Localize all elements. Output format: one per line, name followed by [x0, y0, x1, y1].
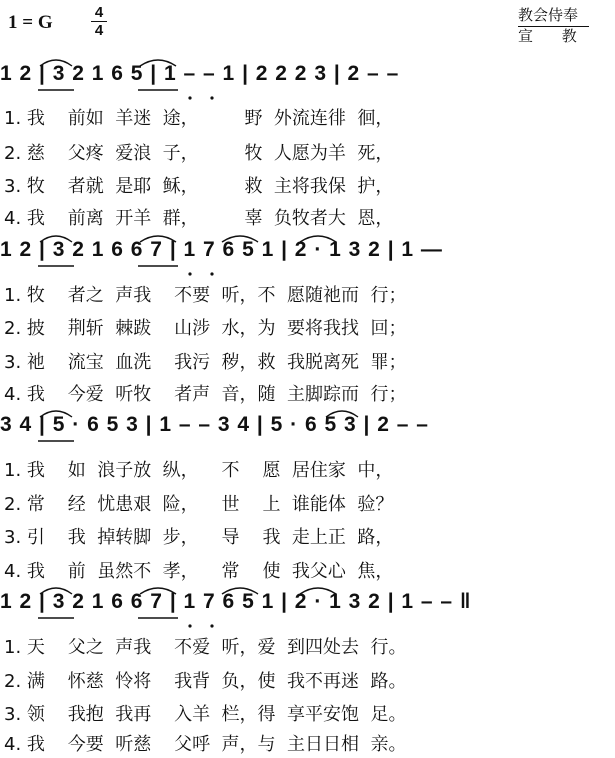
notation-line-2: 1 2 | 3 2 1 6 6 7 | 1 7 6 5 1 | 2 · 1 3 2 | 1 —	[0, 238, 443, 261]
octave-dot	[210, 624, 213, 627]
slur	[222, 588, 258, 594]
lyric-line-3-2: 2. 常 经 忧患艰 险， 世 上 谁能体 验？	[4, 494, 394, 515]
key-signature: 1 = G	[8, 12, 53, 33]
octave-dot	[188, 272, 191, 275]
underline-group	[38, 90, 178, 618]
slur	[40, 236, 72, 242]
notation-line-1: 1 2 | 3 2 1 6 5 | 1 – – 1 | 2 2 2 3 | 2 – –	[0, 62, 400, 85]
slur	[222, 236, 258, 242]
lyric-line-2-2: 2. 披 荆斩 棘跋 山涉 水，为 要将我找 回；	[4, 318, 407, 339]
lyric-line-4-1: 1. 天 父之 声我 不爱 听，爱 到四处去 行。	[4, 637, 407, 658]
slur	[40, 588, 72, 594]
slur-group	[40, 60, 358, 594]
lyric-line-3-1: 1. 我 如 浪子放 纵， 不 愿 居住家 中，	[4, 460, 394, 481]
lyric-line-4-3: 3. 领 我抱 我再 入羊 栏，得 享平安饱 足。	[4, 704, 407, 725]
lyric-line-2-4: 4. 我 今爱 听牧 者声 音，随 主脚踪而 行；	[4, 384, 407, 405]
slur	[140, 236, 176, 242]
slur	[40, 411, 72, 417]
time-signature-bottom: 4	[91, 21, 107, 39]
lyric-line-4-4: 4. 我 今要 听慈 父呼 声，与 主日日相 亲。	[4, 734, 407, 755]
credit-line-2: 宣 教	[518, 27, 589, 45]
lyric-line-1-4: 4. 我 前离 开羊 群， 辜 负牧者大 恩，	[4, 208, 394, 229]
lyric-line-3-4: 4. 我 前 虽然不 孝， 常 使 我父心 焦，	[4, 561, 394, 582]
octave-dot	[210, 272, 213, 275]
notation-line-4: 1 2 | 3 2 1 6 6 7 | 1 7 6 5 1 | 2 · 1 3 2 | 1 – – ‖	[0, 590, 472, 613]
lyric-line-2-3: 3. 祂 流宝 血洗 我污 秽，救 我脱离死 罪；	[4, 352, 407, 373]
octave-dot-group	[188, 96, 213, 627]
slur	[40, 60, 72, 66]
slur	[326, 411, 358, 417]
lyric-line-1-1: 1. 我 前如 羊迷 途， 野 外流连徘 徊，	[4, 108, 394, 129]
lyric-line-2-1: 1. 牧 者之 声我 不要 听，不 愿随祂而 行；	[4, 285, 407, 306]
lyric-line-1-2: 2. 慈 父疼 爱浪 子， 牧 人愿为羊 死，	[4, 143, 394, 164]
time-signature-top: 4	[94, 4, 104, 21]
lyric-line-3-3: 3. 引 我 掉转脚 步， 导 我 走上正 路，	[4, 527, 394, 548]
lyric-line-1-3: 3. 牧 者就 是耶 稣， 救 主将我保 护，	[4, 176, 394, 197]
octave-dot	[188, 96, 191, 99]
credit-line-1: 教会侍奉	[518, 6, 589, 27]
slur	[140, 588, 176, 594]
slur	[140, 60, 176, 66]
slur	[300, 236, 336, 242]
notation-line-3: 3 4 | 5 · 6 5 3 | 1 – – 3 4 | 5 · 6 5 3 | 2 – –	[0, 413, 429, 436]
lyric-line-4-2: 2. 满 怀慈 怜将 我背 负，使 我不再迷 路。	[4, 671, 407, 692]
octave-dot	[188, 624, 191, 627]
slur	[300, 588, 336, 594]
octave-dot	[210, 96, 213, 99]
